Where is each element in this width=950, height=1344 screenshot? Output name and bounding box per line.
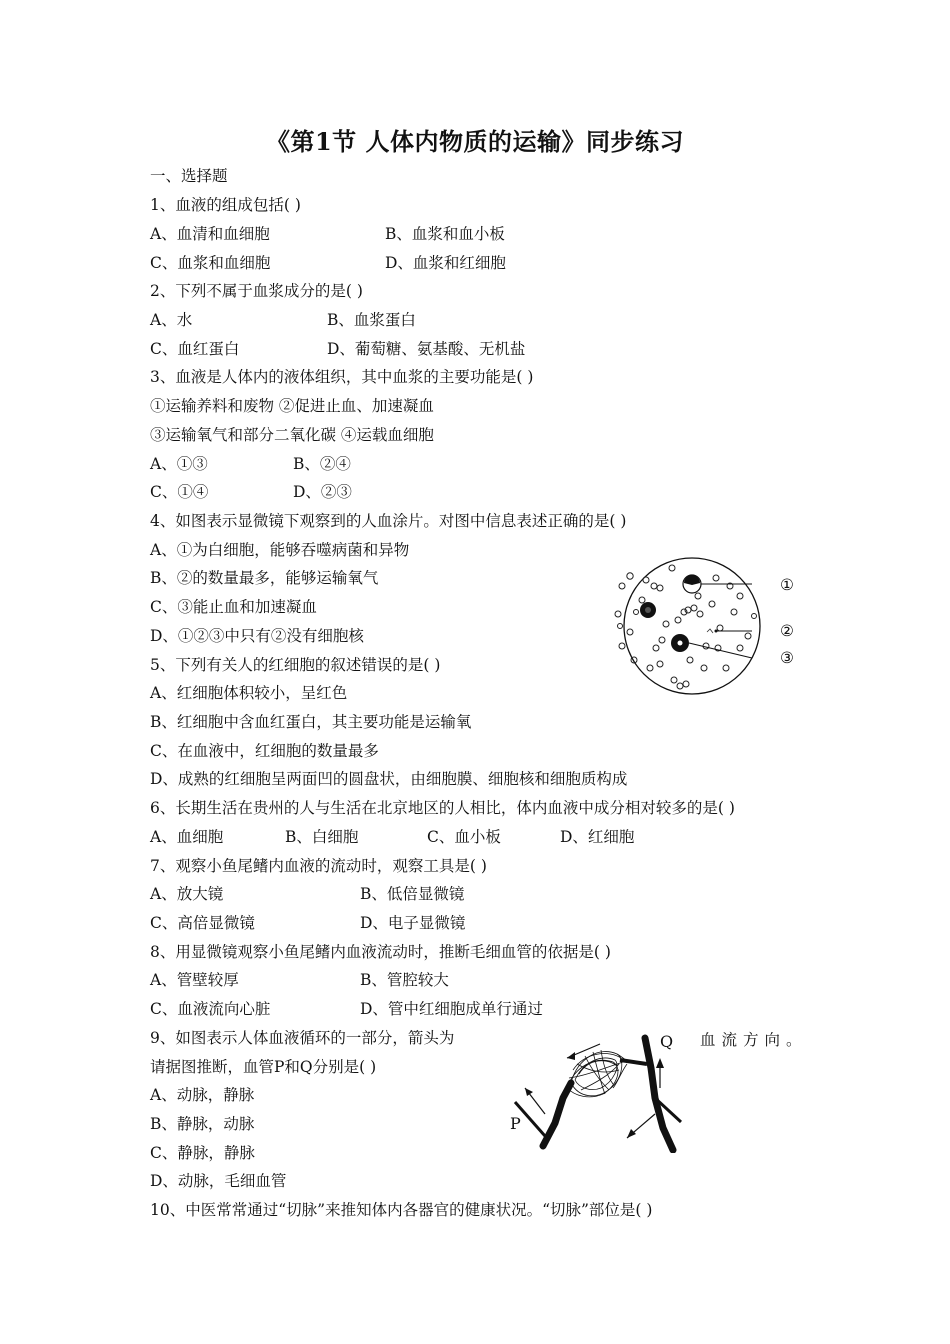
question-5-option-a: A、红细胞体积较小，呈红色 [150, 684, 348, 702]
question-1-stem: 1、血液的组成包括( ) [150, 196, 301, 214]
question-4-option-a: A、①为白细胞，能够吞噬病菌和异物 [150, 541, 410, 559]
page-title: 《第1节 人体内物质的运输》同步练习 [265, 127, 685, 156]
question-3-statement-line: ①运输养料和废物 ②促进止血、加速凝血 [150, 397, 434, 415]
question-4-stem: 4、如图表示显微镜下观察到的人血涂片。对图中信息表述正确的是( ) [150, 512, 627, 530]
question-3-option-b: B、②④ [293, 455, 351, 473]
figure-label-3: ③ [780, 649, 794, 667]
question-8-option-b: B、管腔较大 [360, 971, 449, 989]
question-9-stem-line-2: 请据图推断，血管P和Q分别是( ) [150, 1058, 377, 1076]
question-7-stem: 7、观察小鱼尾鳍内血液的流动时，观察工具是( ) [150, 857, 487, 875]
question-2-stem: 2、下列不属于血浆成分的是( ) [150, 282, 363, 300]
question-3-option-c: C、①④ [150, 483, 209, 501]
question-4-option-b: B、②的数量最多，能够运输氧气 [150, 569, 379, 587]
question-9-stem-continued: 血流方向。 [700, 1031, 808, 1049]
question-5-option-b: B、红细胞中含血红蛋白，其主要功能是运输氧 [150, 713, 472, 731]
blood-smear-figure [600, 556, 810, 696]
question-1-option-b: B、血浆和血小板 [385, 225, 505, 243]
question-5-option-c: C、在血液中，红细胞的数量最多 [150, 742, 379, 760]
question-3-statement-line: ③运输氧气和部分二氧化碳 ④运载血细胞 [150, 426, 434, 444]
question-6-option-d: D、红细胞 [560, 828, 635, 846]
question-5-stem: 5、下列有关人的红细胞的叙述错误的是( ) [150, 656, 441, 674]
question-3-option-d: D、②③ [293, 483, 352, 501]
question-6-option-a: A、血细胞 [150, 828, 224, 846]
question-6-stem: 6、长期生活在贵州的人与生活在北京地区的人相比，体内血液中成分相对较多的是( ) [150, 799, 735, 817]
figure-label-q: Q [660, 1032, 674, 1051]
question-1-option-d: D、血浆和红细胞 [385, 254, 506, 272]
question-9-option-d: D、动脉，毛细血管 [150, 1172, 287, 1190]
question-3-stem: 3、血液是人体内的液体组织，其中血浆的主要功能是( ) [150, 368, 534, 386]
question-7-option-a: A、放大镜 [150, 885, 224, 903]
question-7-option-b: B、低倍显微镜 [360, 885, 465, 903]
question-9-option-b: B、静脉，动脉 [150, 1115, 255, 1133]
question-1-option-c: C、血浆和血细胞 [150, 254, 271, 272]
question-2-option-b: B、血浆蛋白 [327, 311, 416, 329]
question-7-option-c: C、高倍显微镜 [150, 914, 255, 932]
question-6-option-b: B、白细胞 [285, 828, 359, 846]
question-7-option-d: D、电子显微镜 [360, 914, 466, 932]
question-6-option-c: C、血小板 [427, 828, 501, 846]
question-9-stem: 9、如图表示人体血液循环的一部分，箭头为 [150, 1029, 455, 1047]
question-8-option-a: A、管壁较厚 [150, 971, 239, 989]
question-9-option-c: C、静脉，静脉 [150, 1144, 255, 1162]
question-9-option-a: A、动脉，静脉 [150, 1086, 255, 1104]
question-5-option-d: D、成熟的红细胞呈两面凹的圆盘状，由细胞膜、细胞核和细胞质构成 [150, 770, 628, 788]
question-3-option-a: A、①③ [150, 455, 208, 473]
question-10-stem: 10、中医常常通过“切脉”来推知体内各器官的健康状况。“切脉”部位是( ) [150, 1201, 653, 1219]
figure-label-2: ② [780, 622, 794, 640]
question-8-stem: 8、用显微镜观察小鱼尾鳍内血液流动时，推断毛细血管的依据是( ) [150, 943, 611, 961]
question-8-option-c: C、血液流向心脏 [150, 1000, 271, 1018]
question-4-option-d: D、①②③中只有②没有细胞核 [150, 627, 364, 645]
question-2-option-a: A、水 [150, 311, 193, 329]
figure-label-1: ① [780, 576, 794, 594]
question-8-option-d: D、管中红细胞成单行通过 [360, 1000, 543, 1018]
section-heading: 一、选择题 [150, 167, 228, 185]
figure-label-p: P [510, 1114, 521, 1133]
question-2-option-d: D、葡萄糖、氨基酸、无机盐 [327, 340, 526, 358]
question-4-option-c: C、③能止血和加速凝血 [150, 598, 317, 616]
question-2-option-c: C、血红蛋白 [150, 340, 240, 358]
question-1-option-a: A、血清和血细胞 [150, 225, 270, 243]
